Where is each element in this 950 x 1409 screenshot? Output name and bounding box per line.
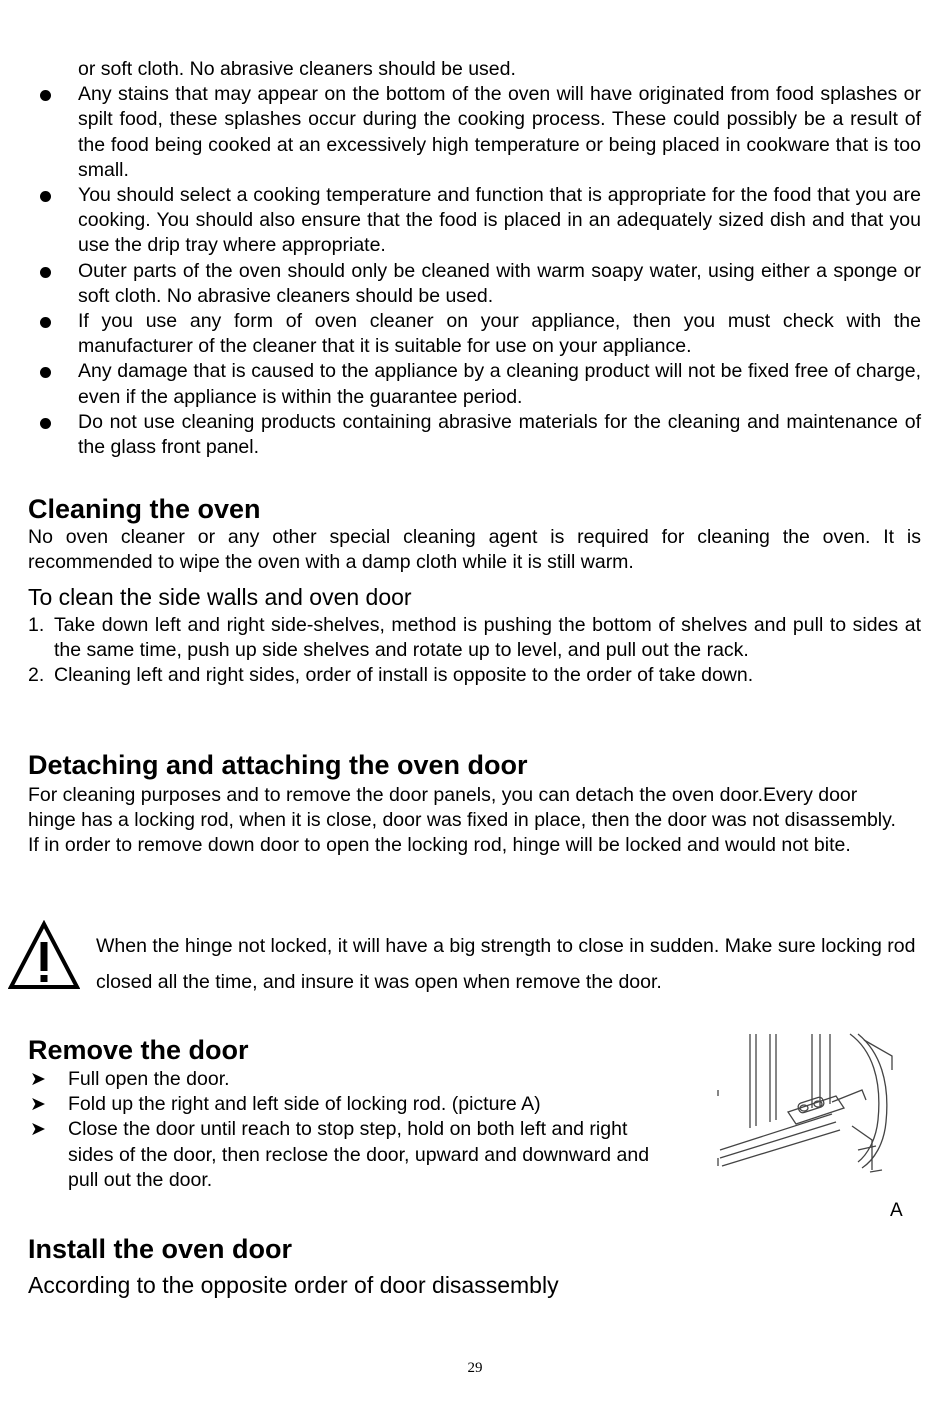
list-item xyxy=(28,309,921,359)
step-number: 2. xyxy=(28,664,45,687)
step-number: 1. xyxy=(28,614,45,636)
list-item-text: Any stains that may appear on the bottom of the oven will have originated from food splashes or spilt food, these splashes occur during the cooking process. These could possibly be a result of the food being cooked at an excessively high temperature or being placed in cookware that is too small. xyxy=(78,83,921,181)
list-item xyxy=(28,1092,668,1117)
list-item-text: You should select a cooking temperature and function that is appropriate for the food that you are cooking. You should also ensure that the food is placed in an adequately sized dish and that you use the drip tray where appropriate. xyxy=(78,184,921,257)
bullet-dot-icon xyxy=(40,418,51,429)
cleaning-paragraph: No oven cleaner or any other special cleaning agent is required for cleaning the oven. It is recommended to wipe the oven with a damp cloth while it is still warm. xyxy=(28,526,921,574)
arrow-bullet-icon: ➤ xyxy=(30,1119,46,1141)
step-text: Take down left and right side-shelves, method is pushing the bottom of shelves and pull to sides at the same time, push up side shelves and rotate up to level, and pull out the rack. xyxy=(54,614,921,662)
list-item xyxy=(28,663,921,688)
list-item xyxy=(28,613,921,663)
list-item-text: Do not use cleaning products containing abrasive materials for the cleaning and maintenance of the glass front panel. xyxy=(78,410,921,459)
bullet-dot-icon xyxy=(40,90,51,101)
warning-text: When the hinge not locked, it will have a big strength to close in sudden. Make sure locking rod closed all the time, and insure it was open when remove the door. xyxy=(96,935,916,993)
list-item xyxy=(28,359,921,409)
bullet-dot-icon xyxy=(40,191,51,202)
list-item xyxy=(28,259,921,309)
step-text: Cleaning left and right sides, order of install is opposite to the order of take down. xyxy=(54,664,754,687)
list-item-text: Any damage that is caused to the appliance by a cleaning product will not be fixed free of charge, even if the appliance is within the guarantee period. xyxy=(78,360,921,408)
cleaning-tips-list xyxy=(28,57,921,460)
cleaning-heading: Cleaning the oven xyxy=(28,494,261,524)
list-item-text: Outer parts of the oven should only be cleaned with warm soapy water, using either a sponge or soft cloth. No abrasive cleaners should be used. xyxy=(78,259,921,307)
remove-door-steps xyxy=(28,1067,668,1193)
arrow-bullet-icon: ➤ xyxy=(30,1069,46,1090)
install-door-heading: Install the oven door xyxy=(28,1234,293,1264)
arrow-bullet-icon: ➤ xyxy=(30,1094,46,1116)
remove-door-heading: Remove the door xyxy=(28,1035,249,1065)
list-item xyxy=(28,82,921,183)
install-door-text: According to the opposite order of door disassembly xyxy=(28,1272,559,1298)
side-walls-subheading: To clean the side walls and oven door xyxy=(28,584,412,610)
list-item-text: Close the door until reach to stop step, hold on both left and right sides of the door, then reclose the door, upward and downward and pull out the door. xyxy=(68,1118,650,1191)
detaching-heading: Detaching and attaching the oven door xyxy=(28,750,528,780)
figure-label: A xyxy=(890,1200,903,1221)
cleaning-steps-list xyxy=(28,613,921,689)
list-item-text: If you use any form of oven cleaner on your appliance, then you must check with the manufacturer of the cleaner that it is suitable for use on your appliance. xyxy=(78,310,921,358)
list-item xyxy=(28,1117,668,1193)
bullet-dot-icon xyxy=(40,267,51,278)
bullet-dot-icon xyxy=(40,367,51,378)
list-item-text: or soft cloth. No abrasive cleaners should be used. xyxy=(78,58,516,80)
list-item xyxy=(28,183,921,259)
page-number: 29 xyxy=(467,1360,483,1376)
detaching-paragraph: For cleaning purposes and to remove the door panels, you can detach the oven door.Every door hinge has a locking rod, when it is close, door was fixed in place, then the door was not disassembly. If in order to remove down door to open the locking rod, hinge will be locked and would not bite. xyxy=(28,784,896,857)
list-item-text: Full open the door. xyxy=(68,1068,230,1090)
list-item xyxy=(28,410,921,460)
list-item xyxy=(28,1067,668,1092)
warning-triangle-icon xyxy=(8,920,80,992)
list-item xyxy=(28,57,921,82)
list-item-text: Fold up the right and left side of locking rod. (picture A) xyxy=(68,1093,541,1116)
bullet-dot-icon xyxy=(40,317,51,328)
